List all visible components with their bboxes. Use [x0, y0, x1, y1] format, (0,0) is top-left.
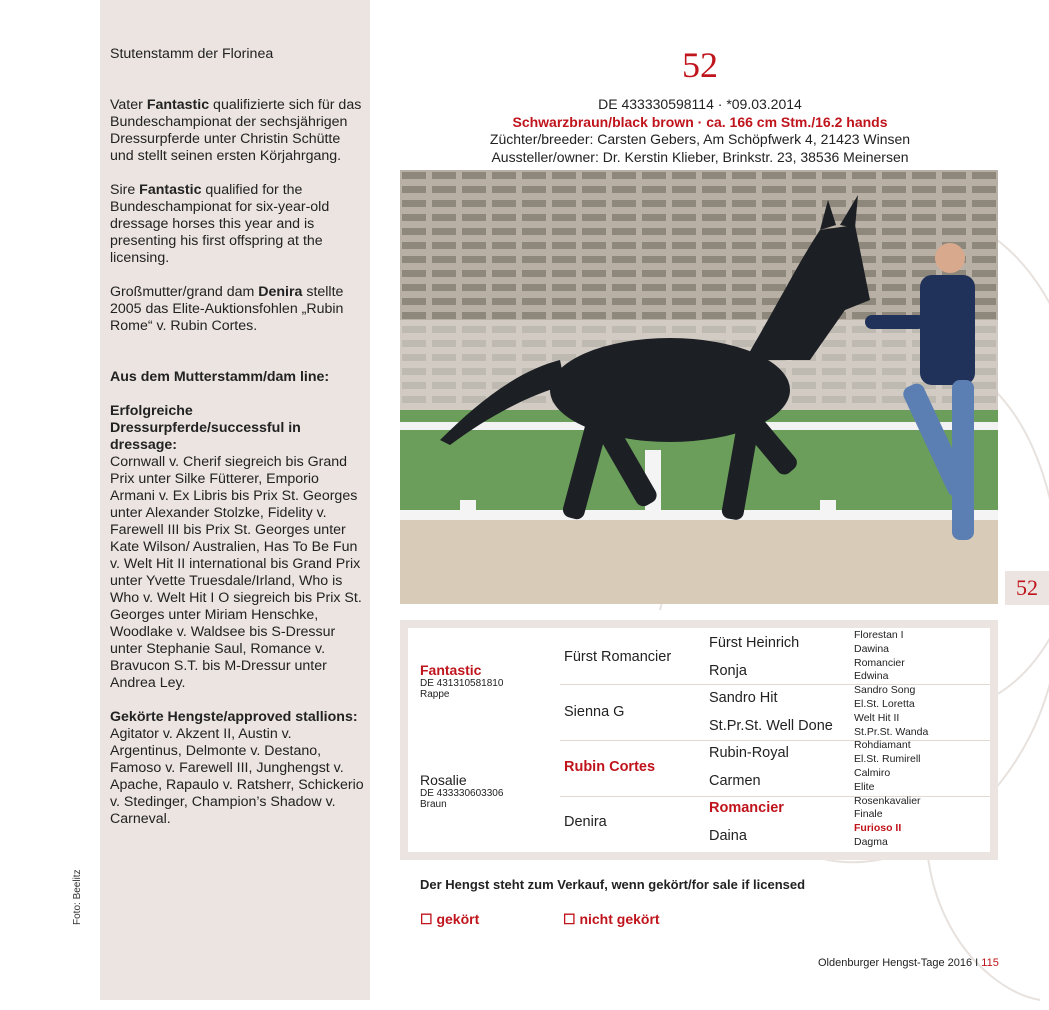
pedigree-gen4: El.St. Loretta [854, 697, 915, 710]
checkbox-icon[interactable]: ☐ [563, 911, 576, 927]
page-side-tab: 52 [1005, 571, 1049, 605]
id-line: DE 433330598114 · *09.03.2014 [598, 96, 802, 112]
stallions-heading: Gekörte Hengste/approved stallions: [110, 709, 358, 725]
sale-notice: Der Hengst steht zum Verkauf, wenn gekört/for sale if licensed [420, 877, 806, 892]
pedigree-gen3: Rubin-Royal [709, 745, 789, 761]
photo-credit: Foto: Beelitz [72, 869, 83, 925]
pedigree-gen4: Florestan I [854, 629, 904, 641]
pedigree-gen3: Sandro Hit [709, 690, 778, 706]
pedigree-gen4: Calmiro [854, 766, 891, 779]
option-not-licensed[interactable]: ☐ nicht gekört [563, 911, 660, 927]
pedigree-gen4: Furioso II [854, 822, 902, 835]
horse-photo-illustration [400, 170, 998, 604]
pedigree-gen4: Rosenkavalier [854, 794, 921, 807]
pedigree-gen2: Sienna G [564, 704, 625, 720]
pedigree-sire: Fantastic DE 431310581810 Rappe [420, 662, 504, 700]
dressage-text: Cornwall v. Cherif siegreich bis Grand Prix unter Silke Fütterer, Emporio Armani v. Ex Libris bis Prix St. Georges unter Alexander Stolzke, Fidelity v. Farewell III bis Prix St. Georges unter Kate Wilson/ Australien, Has To Be Fun v. Welt Hit II international bis Grand Prix unter Yvette Truesdale/Irland, Who is Who v. Welt Hit I O siegreich bis Prix St. Georges unter Miriam Henschke, Woodlake v. Waldsee bis S-Dressur unter Stephanie Saul, Romance v. Bravucon S.T. bis M-Dressur unter Andrea Ley. [110, 454, 362, 691]
lot-number: 52 [682, 45, 718, 85]
pedigree-gen4: St.Pr.St. Wanda [854, 725, 929, 738]
horse-photo [400, 170, 998, 604]
sire-paragraph-de: Vater Fantastic qualifizierte sich für das Bundeschampionat der sechsjährigen Dressurpferde unter Christin Schütte und stellt seinen ersten Körjahrgang. [110, 97, 362, 164]
pedigree-gen4: Edwina [854, 670, 889, 683]
breeder-line: Züchter/breeder: Carsten Gebers, Am Schöpfwerk 4, 21423 Winsen [489, 131, 911, 147]
dam-line-heading: Aus dem Mutterstamm/dam line: [110, 369, 330, 385]
pedigree-gen2: Fürst Romancier [564, 649, 672, 665]
stallions-text: Agitator v. Akzent II, Austin v. Argentinus, Delmonte v. Destano, Famoso v. Farewell III, Junghengst v. Apache, Rapaulo v. Ratsherr, Schickerio v. Stedinger, Champion’s Shadow v. Carneval. [110, 726, 364, 827]
pedigree-gen4: Romancier [854, 656, 905, 669]
owner-line: Aussteller/owner: Dr. Kerstin Klieber, Brinkstr. 23, 38536 Meinersen [491, 148, 909, 165]
pedigree-gen3: Daina [709, 828, 747, 844]
pedigree-gen3: Ronja [709, 663, 747, 679]
pedigree-gen4: Dagma [854, 835, 888, 848]
pedigree-gen4-list [854, 629, 928, 850]
sidebar-text [110, 46, 366, 828]
checkbox-icon[interactable]: ☐ [420, 911, 433, 927]
pedigree-gen4: Dawina [854, 642, 890, 655]
pedigree-table [408, 628, 990, 852]
pedigree-gen2: Rubin Cortes [564, 759, 656, 775]
pedigree-dam: Rosalie DE 433330603306 Braun [420, 772, 504, 810]
pedigree-gen4: Elite [854, 780, 875, 793]
option-licensed[interactable]: ☐ gekört [420, 911, 480, 927]
pedigree-gen4: Welt Hit II [854, 711, 900, 724]
pedigree-gen4: Rohdiamant [854, 739, 911, 752]
pedigree-gen4: El.St. Rumirell [854, 753, 921, 766]
pedigree-gen4: Finale [854, 808, 883, 821]
horse-info [400, 96, 1000, 166]
pedigree-gen3: Romancier [709, 800, 784, 816]
grand-dam-paragraph: Großmutter/grand dam Denira stellte 2005 das Elite-Auktionsfohlen „Rubin Rome“ v. Rubin Cortes. [110, 284, 344, 334]
page-number: 115 [981, 957, 999, 969]
sire-paragraph-en: Sire Fantastic qualified for the Bundeschampionat for six-year-old dressage horses this year and is presenting his first offspring at the licensing. [110, 182, 330, 266]
sidebar-heading: Stutenstamm der Florinea [110, 46, 274, 62]
pedigree-gen4: Sandro Song [854, 684, 916, 697]
pedigree-gen3: Carmen [709, 773, 761, 789]
pedigree-gen3: Fürst Heinrich [709, 635, 800, 651]
page-footer: Oldenburger Hengst-Tage 2016 I 115 [818, 957, 999, 969]
dressage-heading: Erfolgreiche Dressurpferde/successful in dressage: [110, 403, 301, 453]
pedigree-gen2: Denira [564, 814, 607, 830]
pedigree-gen3: St.Pr.St. Well Done [709, 718, 833, 734]
color-line: Schwarzbraun/black brown · ca. 166 cm Stm./16.2 hands [512, 113, 888, 130]
